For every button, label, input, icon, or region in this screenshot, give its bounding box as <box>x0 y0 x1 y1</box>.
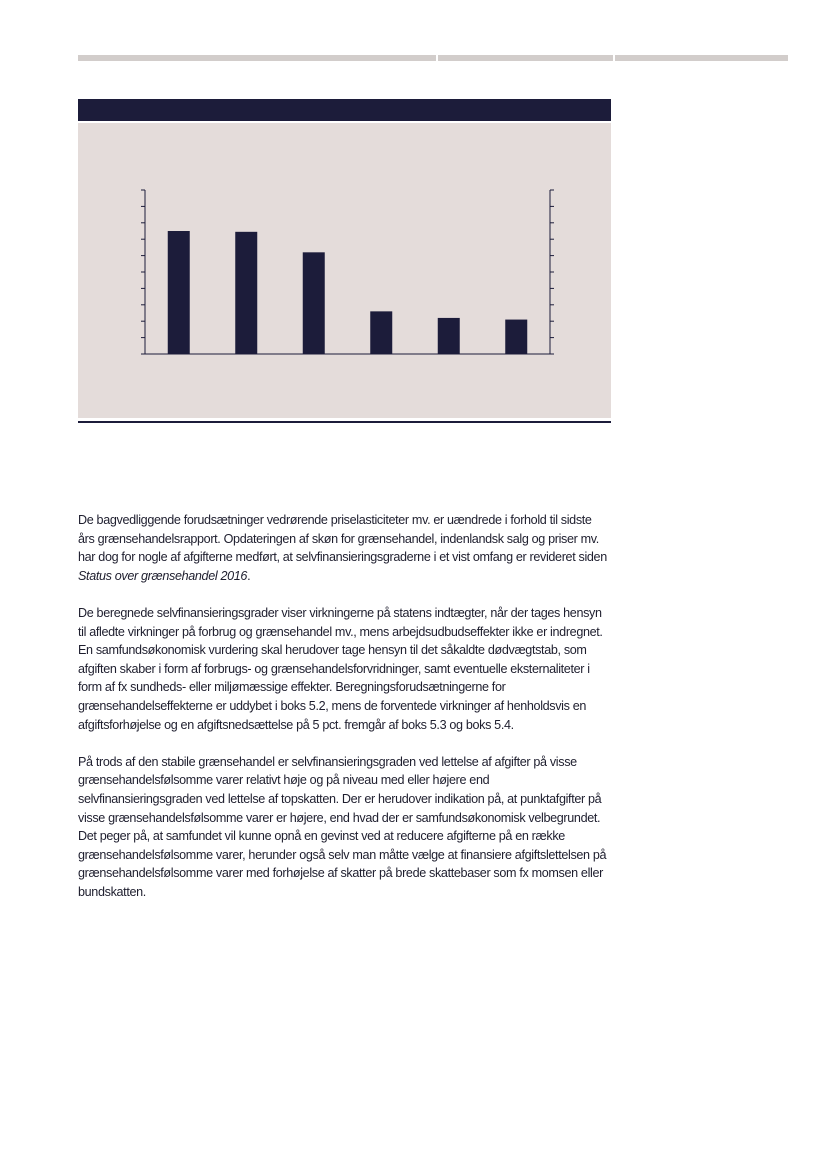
rule-segment-gap <box>613 55 615 61</box>
paragraph-1-text: De bagvedliggende forudsætninger vedrørende priselasticiteter mv. er uændrede i forhold til sidste års grænsehandelsrapport. Opdateringen af skøn for grænsehandel, indenlandsk salg og priser mv. har dog for nogle af afgifterne medført, at selvfinansieringsgraderne i et vist omfang er revideret siden <box>78 513 607 565</box>
paragraph-2: De beregnede selvfinansieringsgrader viser virkningerne på statens indtægter, når der tages hensyn til afledte virkninger på forbrug og grænsehandel mv., mens arbejdsudbudseffekter ikke er indregnet. En samfundsøkonomisk vurdering skal herudover tage hensyn til det såkaldte dødvægtstab, som afgiften skaber i form af forbrugs- og grænsehandelsforvridninger, samt eventuelle eksternaliteter i form af fx sundheds- eller miljømæssige effekter. Beregningsforudsætningerne for grænsehandelseffekterne er uddybet i boks 5.2, mens de forventede virkninger af henholdsvis en afgiftsforhøjelse og en afgiftsnedsættelse på 5 pct. fremgår af boks 5.3 og boks 5.4. <box>78 605 603 732</box>
body-text <box>78 511 608 920</box>
paragraph-1 <box>78 511 608 585</box>
rule-segment-gap <box>436 55 438 61</box>
paragraph-1-end: . <box>247 568 251 583</box>
top-header-rule <box>78 55 788 61</box>
chart-bar <box>235 232 257 354</box>
chart-bar <box>438 318 460 354</box>
publication-title: Status over grænsehandel 2016 <box>78 568 248 583</box>
chart-header-bar <box>78 99 611 121</box>
chart-bar <box>370 311 392 354</box>
chart-bar <box>168 231 190 354</box>
paragraph-3: På trods af den stabile grænsehandel er selvfinansieringsgraden ved lettelse af afgifter på visse grænsehandelsfølsomme varer relativt høje og på niveau med eller højere end selvfinansieringsgraden ved lettelse af topskatten. Der er herudover indikation på, at punktafgifter på visse grænsehandelsfølsomme varer er højere, end hvad der er samfundsøkonomisk velbegrundet. Det peger på, at samfundet vil kunne opnå en gevinst ved at reducere afgifterne på en række grænsehandelsfølsomme varer, herunder også selv man måtte vælge at finansiere afgiftslettelsen på grænsehandelsfølsomme varer med forhøjelse af skatter på brede skattebaser som fx momsen eller bundskatten. <box>78 754 607 899</box>
bar-chart <box>78 123 611 418</box>
chart-bar <box>505 320 527 354</box>
chart-figure <box>78 99 611 423</box>
chart-bar <box>303 252 325 354</box>
chart-bottom-rule <box>78 421 611 423</box>
